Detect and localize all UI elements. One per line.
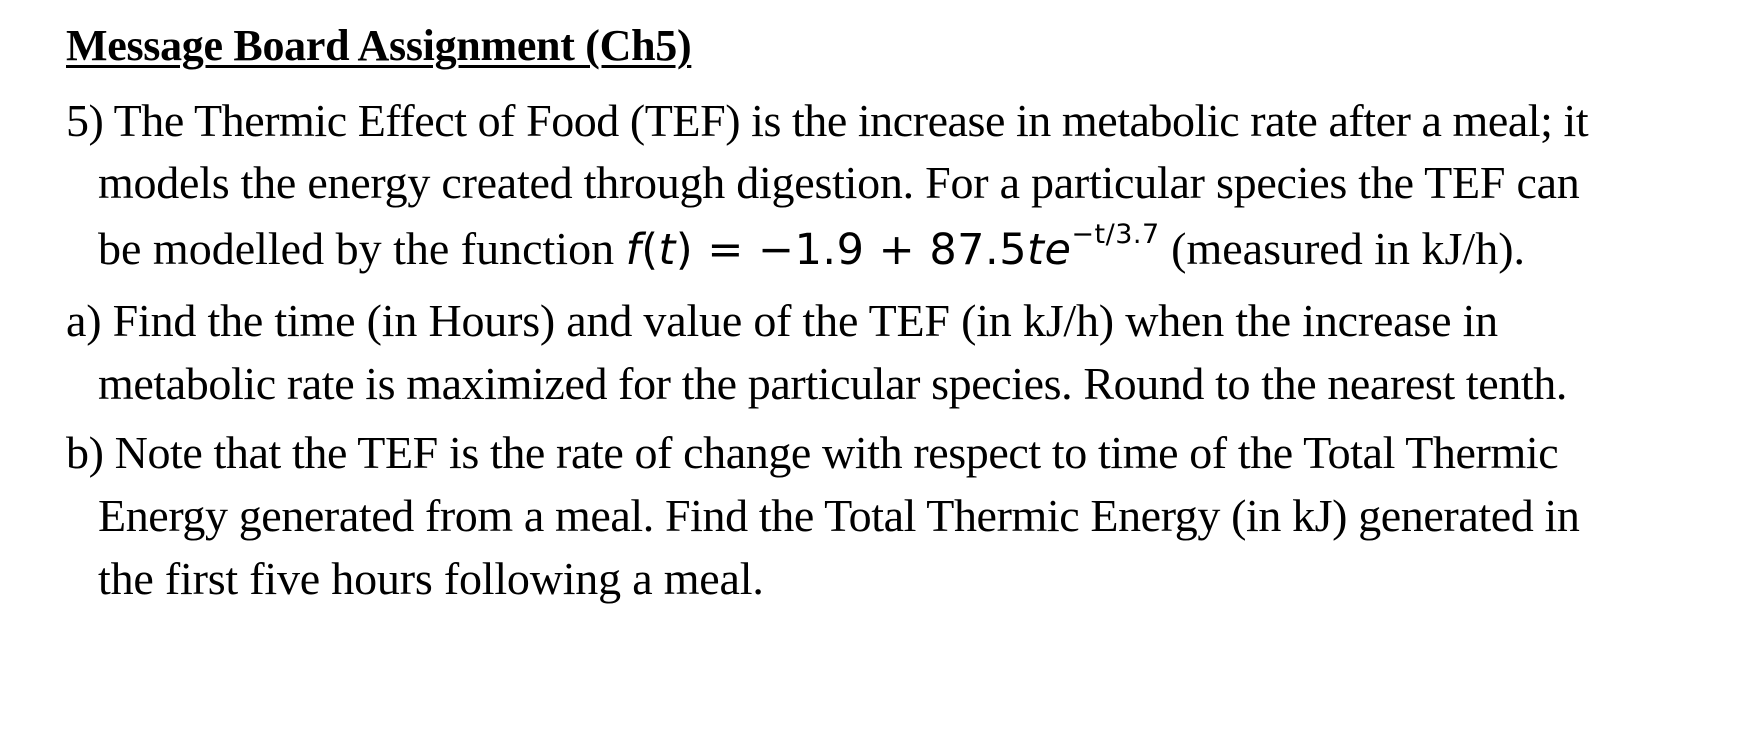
part-a-line-2: metabolic rate is maximized for the particular species. Round to the nearest tenth. — [98, 358, 1567, 409]
question-intro-line-1: 5) The Thermic Effect of Food (TEF) is the increase in metabolic rate after a meal; it — [66, 95, 1589, 146]
formula-exponent: −t/3.7 — [1071, 218, 1160, 250]
function-lead-text: be modelled by the function — [98, 223, 626, 274]
question-function-line — [98, 218, 1526, 275]
function-units-text: (measured in kJ/h). — [1159, 223, 1526, 274]
formula-te-e: e — [1044, 225, 1072, 275]
part-a-line-1: a) Find the time (in Hours) and value of the TEF (in kJ/h) when the increase in — [66, 295, 1498, 346]
formula-close-paren: ) — [675, 225, 694, 275]
formula-rhs: = −1.9 + 87.5 — [693, 225, 1028, 275]
formula-open-paren: ( — [641, 225, 659, 275]
question-intro-line-2: models the energy created through digestion. For a particular species the TEF can — [98, 157, 1580, 208]
part-b-line-1: b) Note that the TEF is the rate of change with respect to time of the Total Thermic — [66, 427, 1559, 478]
tef-function-formula — [625, 218, 1160, 275]
formula-t: t — [658, 225, 676, 275]
part-b-line-3: the first five hours following a meal. — [98, 553, 764, 604]
formula-f: f — [625, 225, 642, 275]
formula-te-t: t — [1027, 225, 1045, 275]
document-title: Message Board Assignment (Ch5) — [66, 21, 692, 70]
part-b-line-2: Energy generated from a meal. Find the Total Thermic Energy (in kJ) generated in — [98, 490, 1580, 541]
